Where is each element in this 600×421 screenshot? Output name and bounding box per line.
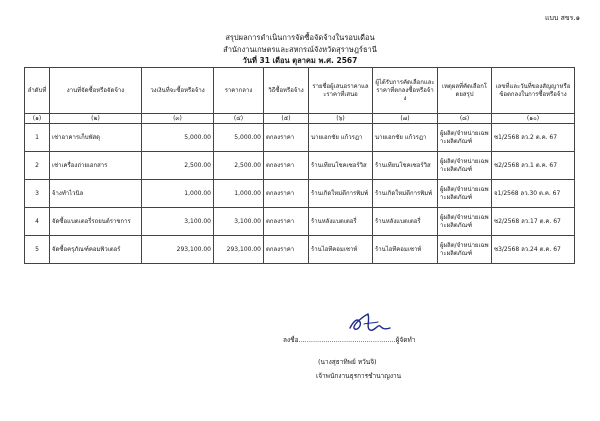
bidders: ร้านหลังแบตเตอรี่ bbox=[309, 208, 373, 236]
procurement-item: จัดซื้อแบตเตอรี่รถยนต์ราชการ bbox=[50, 208, 142, 236]
budget-amount: 1,000.00 bbox=[142, 180, 214, 208]
row-number: 5 bbox=[25, 236, 50, 264]
header-cell: วงเงินที่จะซื้อหรือจ้าง bbox=[142, 68, 214, 114]
signer-name: (นางสุธาทิพย์ หวันจิ) bbox=[318, 358, 377, 366]
procurement-method: ตกลงราคา bbox=[264, 208, 309, 236]
signature-line bbox=[283, 335, 415, 345]
budget-amount: 2,500.00 bbox=[142, 152, 214, 180]
row-number: 1 bbox=[25, 124, 50, 152]
row-number: 4 bbox=[25, 208, 50, 236]
procurement-item: เช่าเครื่องถ่ายเอกสาร bbox=[50, 152, 142, 180]
median-price: 5,000.00 bbox=[214, 124, 264, 152]
handwritten-signature-image bbox=[344, 310, 394, 336]
budget-amount: 293,100.00 bbox=[142, 236, 214, 264]
column-index: (๘) bbox=[438, 114, 492, 124]
selection-reason: ผู้ผลิต/จำหน่ายเฉพาะผลิตภัณฑ์ bbox=[438, 180, 492, 208]
header-cell: เลขที่และวันที่ของสัญญาหรือข้อตกลงในการซื้อหรือจ้าง bbox=[492, 68, 575, 114]
procurement-table bbox=[24, 67, 575, 264]
selection-reason: ผู้ผลิต/จำหน่ายเฉพาะผลิตภัณฑ์ bbox=[438, 208, 492, 236]
contract-reference: จ1/2568 ลว.30 ต.ค. 67 bbox=[492, 180, 575, 208]
median-price: 3,100.00 bbox=[214, 208, 264, 236]
signature-prefix: ลงชื่อ bbox=[283, 336, 299, 344]
title-line-2: สำนักงานเกษตรและสหกรณ์จังหวัดสุราษฎร์ธานี bbox=[223, 45, 377, 54]
column-index: (๓) bbox=[142, 114, 214, 124]
header-cell: รายชื่อผู้เสนอราคาและราคาที่เสนอ bbox=[309, 68, 373, 114]
procurement-method: ตกลงราคา bbox=[264, 152, 309, 180]
column-index: (๑๐) bbox=[492, 114, 575, 124]
table-row bbox=[25, 152, 575, 180]
selection-reason: ผู้ผลิต/จำหน่ายเฉพาะผลิตภัณฑ์ bbox=[438, 152, 492, 180]
title-line-1: สรุปผลการดำเนินการจัดซื้อจัดจ้างในรอบเดือน bbox=[225, 33, 375, 42]
procurement-item: เช่าอาคารเก็บพัสดุ bbox=[50, 124, 142, 152]
contract-reference: ช2/2568 ลว.1 ต.ค. 67 bbox=[492, 152, 575, 180]
contract-reference: ซ2/2568 ลว.17 ต.ค. 67 bbox=[492, 208, 575, 236]
selected-vendor: นายเอกชัย แก้วรฎา bbox=[373, 124, 438, 152]
table-header-row bbox=[25, 68, 575, 114]
header-cell: วิธีซื้อหรือจ้าง bbox=[264, 68, 309, 114]
form-code: แบบ สขร.๑ bbox=[545, 14, 581, 22]
procurement-item: จัดซื้อครุภัณฑ์คอมพิวเตอร์ bbox=[50, 236, 142, 264]
row-number: 2 bbox=[25, 152, 50, 180]
contract-reference: ซ3/2568 ลว.24 ต.ค. 67 bbox=[492, 236, 575, 264]
selected-vendor: ร้านหลังแบตเตอรี่ bbox=[373, 208, 438, 236]
signature-role: ผู้จัดทำ bbox=[395, 336, 416, 344]
median-price: 293,100.00 bbox=[214, 236, 264, 264]
selected-vendor: ร้านไอทีคอมเซาท์ bbox=[373, 236, 438, 264]
header-cell: ราคากลาง bbox=[214, 68, 264, 114]
contract-reference: ซ1/2568 ลว.2 ต.ค. 67 bbox=[492, 124, 575, 152]
header-cell: ผู้ได้รับการคัดเลือกและราคาที่ตกลงซื้อหรือจ้าง bbox=[373, 68, 438, 114]
title-line-3: วันที่ 31 เดือน ตุลาคม พ.ศ. 2567 bbox=[242, 56, 358, 65]
column-index-row bbox=[25, 114, 575, 124]
column-index: (๗) bbox=[373, 114, 438, 124]
table-row bbox=[25, 208, 575, 236]
signature-dots: ............................................... bbox=[298, 336, 396, 344]
table-row bbox=[25, 180, 575, 208]
selected-vendor: ร้านเทียนโชคเซอร์วิส bbox=[373, 152, 438, 180]
row-number: 3 bbox=[25, 180, 50, 208]
column-index: (๔) bbox=[214, 114, 264, 124]
median-price: 1,000.00 bbox=[214, 180, 264, 208]
table-row bbox=[25, 124, 575, 152]
bidders: นายเอกชัย แก้วรฎา bbox=[309, 124, 373, 152]
selection-reason: ผู้ผลิต/จำหน่ายเฉพาะผลิตภัณฑ์ bbox=[438, 124, 492, 152]
budget-amount: 5,000.00 bbox=[142, 124, 214, 152]
procurement-method: ตกลงราคา bbox=[264, 180, 309, 208]
bidders: ร้านเกิดใหม่ดีการพิมพ์ bbox=[309, 180, 373, 208]
procurement-item: จ้างทำไวนิล bbox=[50, 180, 142, 208]
header-cell: ลำดับที่ bbox=[25, 68, 50, 114]
selection-reason: ผู้ผลิต/จำหน่ายเฉพาะผลิตภัณฑ์ bbox=[438, 236, 492, 264]
budget-amount: 3,100.00 bbox=[142, 208, 214, 236]
header-cell: เหตุผลที่คัดเลือกโดยสรุป bbox=[438, 68, 492, 114]
procurement-method: ตกลงราคา bbox=[264, 124, 309, 152]
procurement-method: ตกลงราคา bbox=[264, 236, 309, 264]
column-index: (๖) bbox=[309, 114, 373, 124]
signer-position: เจ้าพนักงานธุรการชำนาญงาน bbox=[316, 372, 402, 380]
bidders: ร้านเทียนโชคเซอร์วิส bbox=[309, 152, 373, 180]
median-price: 2,500.00 bbox=[214, 152, 264, 180]
column-index: (๕) bbox=[264, 114, 309, 124]
header-cell: งานที่จัดซื้อหรือจัดจ้าง bbox=[50, 68, 142, 114]
column-index: (๑) bbox=[25, 114, 50, 124]
selected-vendor: ร้านเกิดใหม่ดีการพิมพ์ bbox=[373, 180, 438, 208]
bidders: ร้านไอทีคอมเซาท์ bbox=[309, 236, 373, 264]
column-index: (๒) bbox=[50, 114, 142, 124]
table-row bbox=[25, 236, 575, 264]
